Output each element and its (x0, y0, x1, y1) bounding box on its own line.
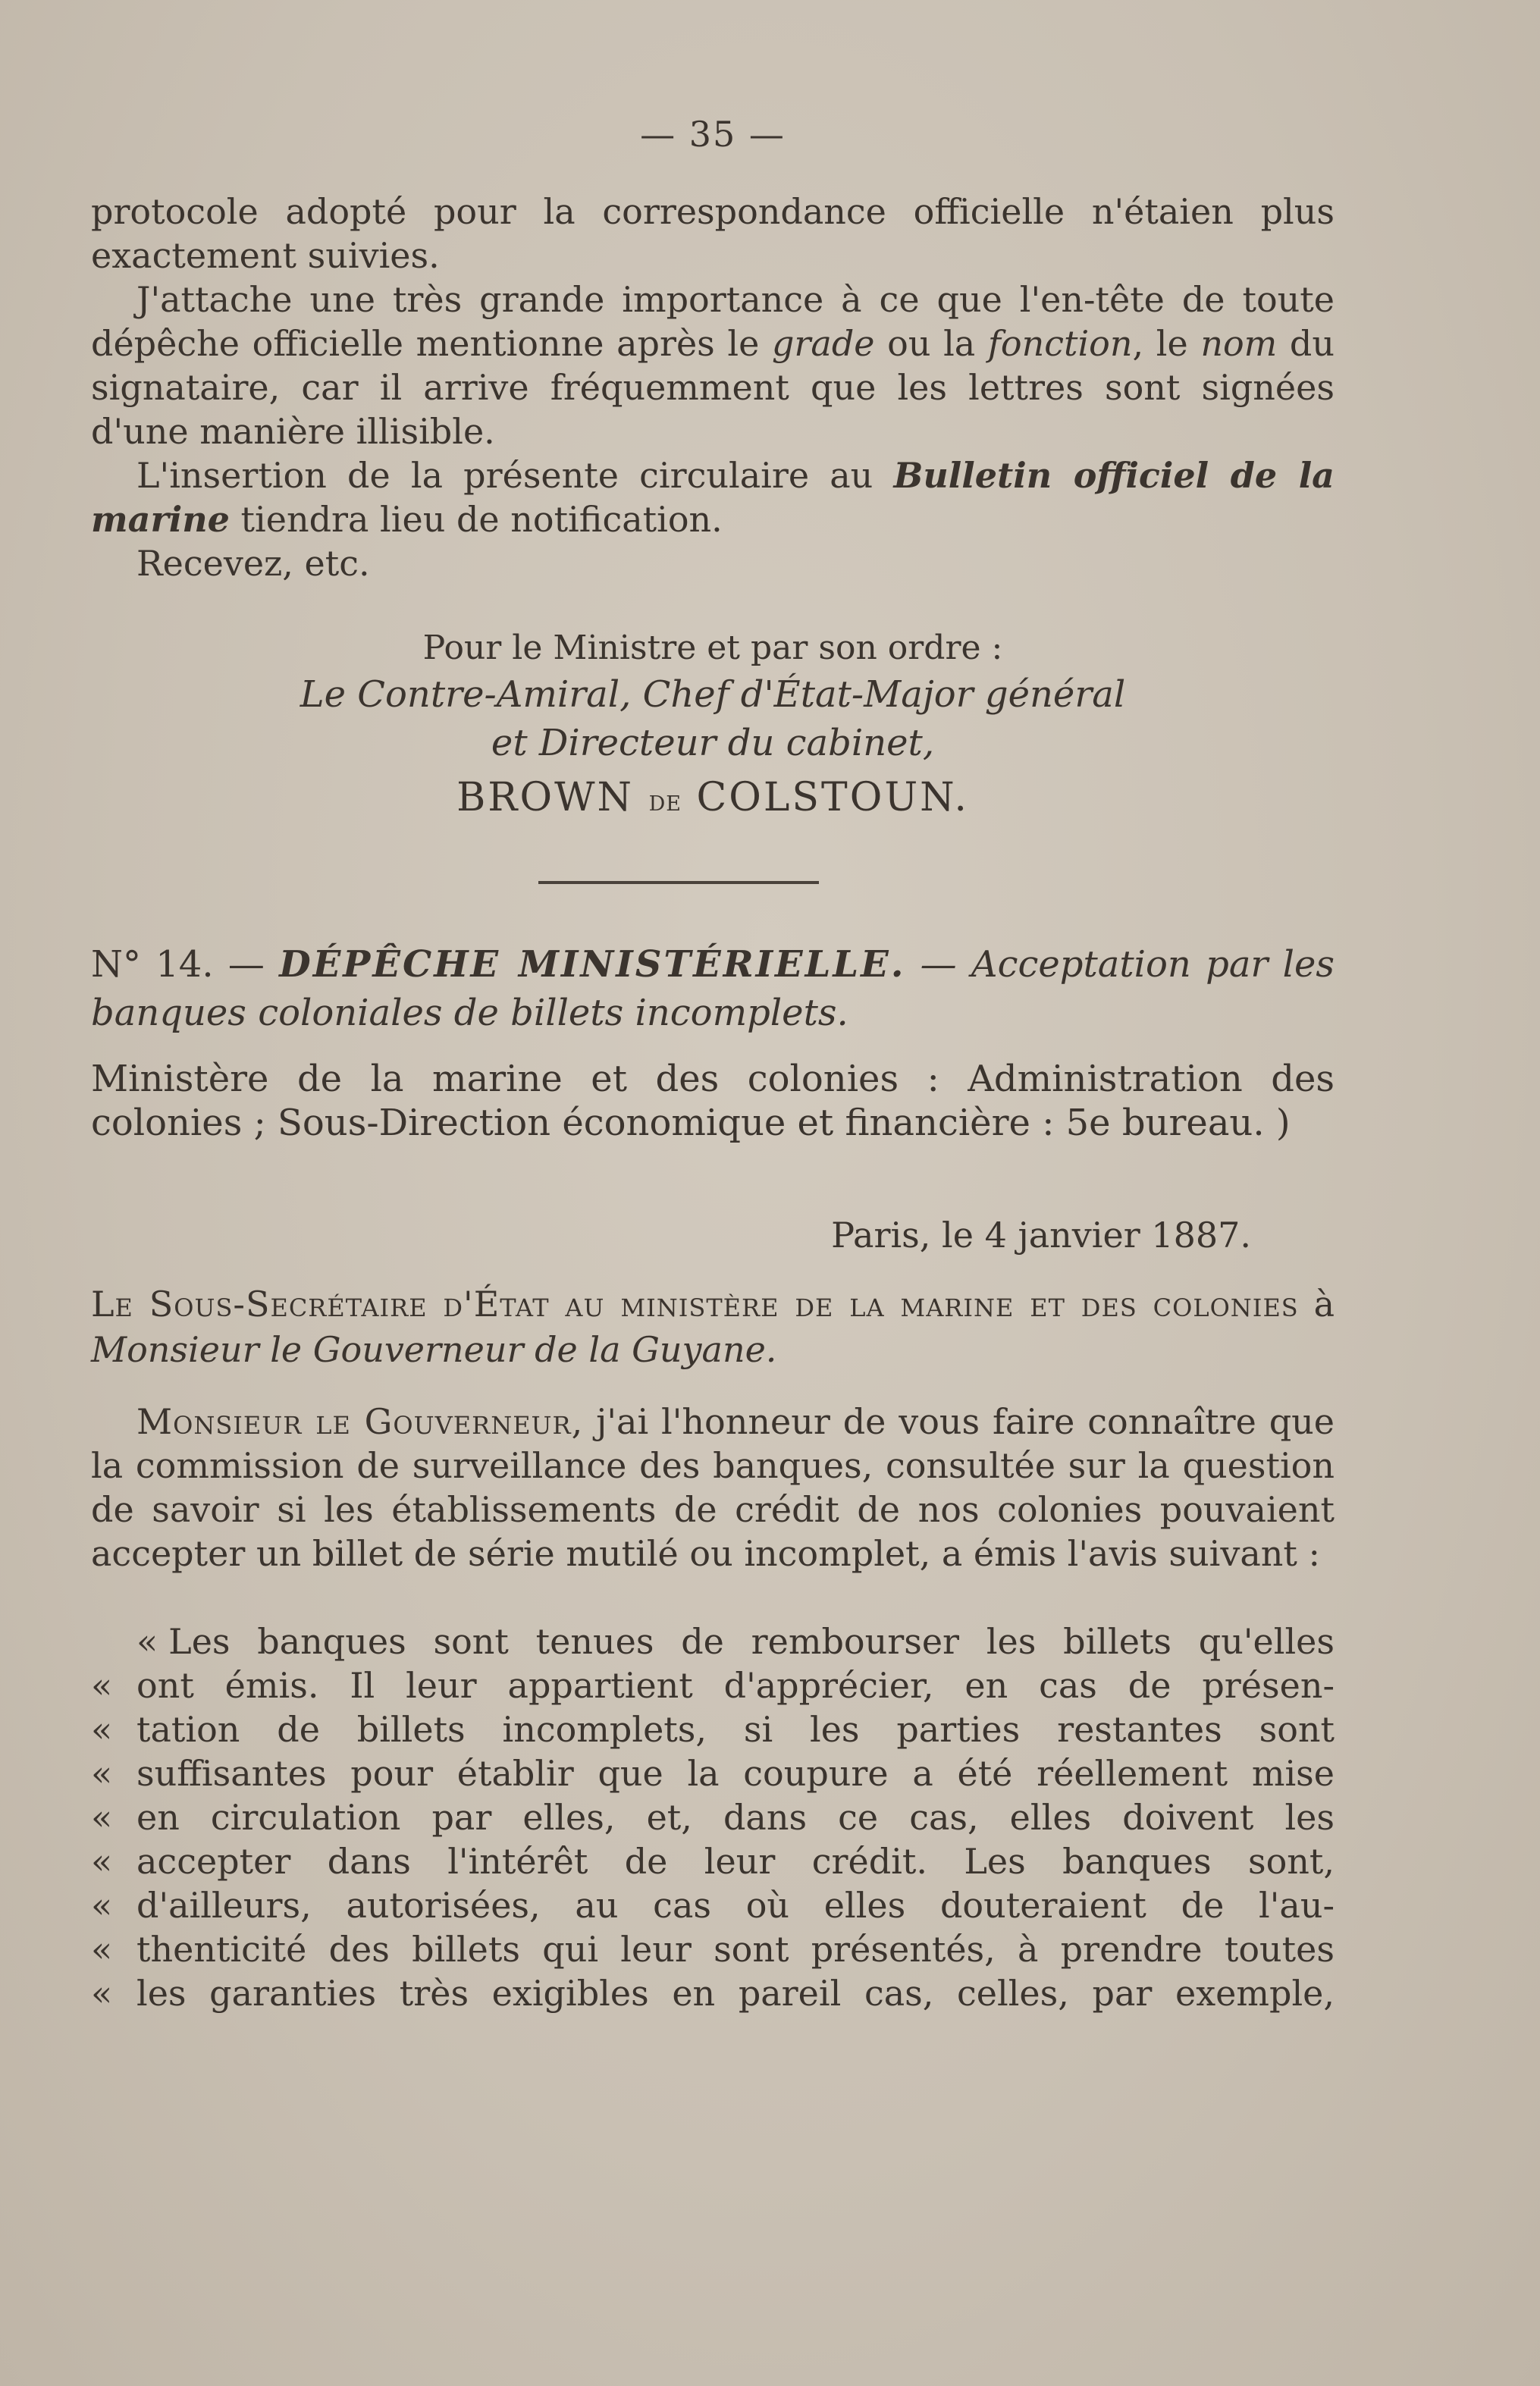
quote-line (91, 1839, 1335, 1883)
quote-line (91, 1619, 1335, 1663)
signature-line-2: Le Contre-Amiral, Chef d'État-Major général (300, 673, 1126, 716)
quote-line (91, 1663, 1335, 1707)
signature-block (91, 626, 1335, 831)
quote-text: thenticité des billets qui leur sont présentés, à prendre toutes (136, 1929, 1335, 1970)
quote-text: en circulation par elles, et, dans ce cas, elles doivent les (136, 1797, 1335, 1838)
page-number: — 35 — (640, 114, 786, 155)
signature-line-3: et Directeur du cabinet, (491, 722, 935, 764)
quote-text: accepter dans l'intérêt de leur crédit. Les banques sont, (136, 1841, 1335, 1882)
signatory-name: BROWN de COLSTOUN. (456, 775, 969, 820)
quote-mark: « (91, 1973, 113, 2014)
section-divider (538, 881, 819, 884)
quote-mark: « (91, 1841, 113, 1882)
quote-text: les garanties très exigibles en pareil cas, celles, par exemple, (136, 1973, 1335, 2014)
quote-mark: « (136, 1621, 158, 1662)
ministry-block (91, 1057, 1335, 1145)
quote-line (91, 1751, 1335, 1795)
body-paragraph: Monsieur le Gouverneur, j'ai l'honneur de vous faire connaître que la commission de surveillance des banques, consultée sur la question de savoir si les établissements de crédit de nos colonies pouvaient accepter un billet de série mutilé ou incomplet, a émis l'avis suivant : (91, 1401, 1335, 1574)
addressee-block (91, 1281, 1335, 1372)
quote-text: suffisantes pour établir que la coupure a été réellement mise (136, 1753, 1335, 1794)
place-date-block (91, 1213, 1335, 1257)
intro-paragraph-1: protocole adopté pour la correspondance officielle n'étaien plus exactement suivies. (91, 191, 1335, 276)
place-date: Paris, le 4 janvier 1887. (831, 1215, 1251, 1256)
quote-mark: « (91, 1665, 113, 1706)
quote-text: tation de billets incomplets, si les parties restantes sont (136, 1709, 1335, 1750)
quote-line (91, 1927, 1335, 1971)
intro-paragraph-4: Recevez, etc. (136, 543, 370, 584)
quote-mark: « (91, 1797, 113, 1838)
quote-line (91, 1707, 1335, 1751)
quote-line (91, 1971, 1335, 2015)
quote-line (91, 1795, 1335, 1839)
quote-block (91, 1619, 1335, 2015)
quote-mark: « (91, 1753, 113, 1794)
quote-text: Les banques sont tenues de rembourser les billets qu'elles (168, 1621, 1335, 1662)
quote-text: d'ailleurs, autorisées, au cas où elles douteraient de l'au- (136, 1885, 1335, 1926)
dispatch-title: N° 14. — DÉPÊCHE MINISTÉRIELLE. — Acceptation par les banques coloniales de billets incomplets. (91, 943, 1335, 1034)
dispatch-header (91, 940, 1335, 1037)
intro-paragraph-2: J'attache une très grande importance à ce que l'en-tête de toute dépêche officielle mentionne après le grade ou la fonction, le nom du signataire, car il arrive fréquemment que les lettres sont signées d'une manière illisible. (91, 279, 1335, 452)
quote-mark: « (91, 1885, 113, 1926)
signature-line-1: Pour le Ministre et par son ordre : (422, 629, 1003, 667)
quote-mark: « (91, 1929, 113, 1970)
ministry-line: Ministère de la marine et des colonies : Administration des colonies ; Sous-Direction économique et financière : 5e bureau. ) (91, 1058, 1335, 1144)
intro-paragraph-3: L'insertion de la présente circulaire au Bulletin officiel de la marine tiendra lieu de notification. (91, 455, 1335, 540)
quote-mark: « (91, 1709, 113, 1750)
quote-line (91, 1883, 1335, 1927)
addressee: Le Sous-Secrétaire d'État au ministère de la marine et des colonies à Monsieur le Gouverneur de la Guyane. (91, 1284, 1335, 1370)
quote-text: ont émis. Il leur appartient d'apprécier, en cas de présen- (136, 1665, 1335, 1706)
intro-block (91, 190, 1335, 585)
letter-body (91, 1400, 1335, 1576)
